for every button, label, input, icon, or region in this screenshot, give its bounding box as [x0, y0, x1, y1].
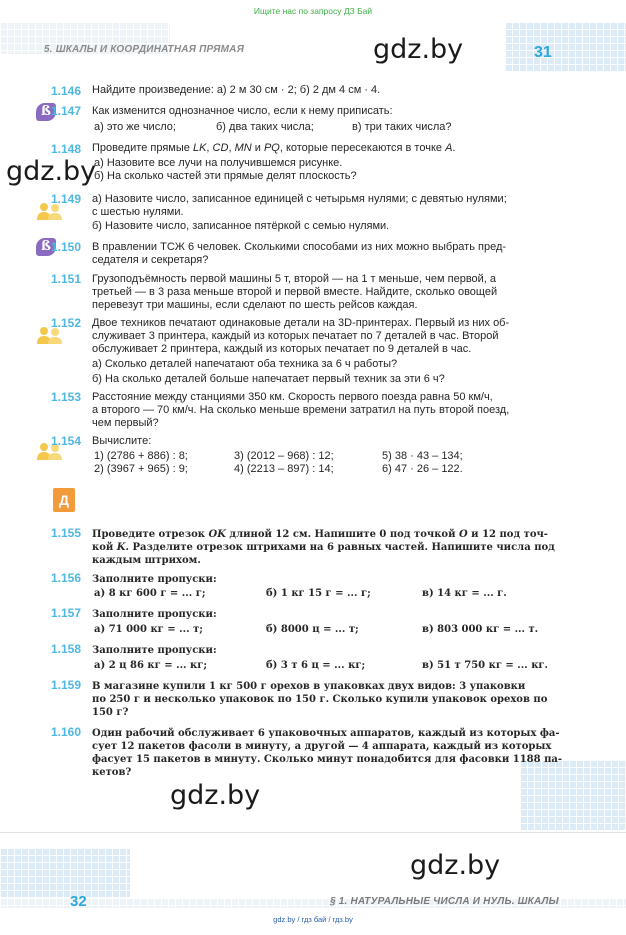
- expression: 3) (2012 – 968) : 12;: [234, 450, 334, 462]
- problem-number: 1.151: [51, 272, 82, 286]
- problem-text: чем первый?: [92, 417, 159, 429]
- problem-number: 1.149: [51, 192, 82, 206]
- problem-text: Грузоподъёмность первой машины 5 т, второй — на 1 т меньше, чем первой, а: [92, 273, 497, 285]
- problem-number: 1.154: [51, 434, 82, 448]
- problem-text: Заполните пропуски:: [92, 645, 217, 656]
- expression: в) 14 кг = ... г.: [422, 588, 507, 599]
- problem-text: а второго — 70 км/ч. На сколько меньше времени затратил на путь второй поезд,: [92, 404, 510, 416]
- in-class-badge-icon: ß: [36, 238, 56, 256]
- top-search-hint[interactable]: Ищите нас по запросу ДЗ Бай: [253, 6, 373, 16]
- corner-grid-decoration: [520, 760, 626, 830]
- problem-number: 1.159: [51, 678, 82, 692]
- page-number: 32: [70, 893, 87, 910]
- line-names: LK: [192, 142, 207, 154]
- problem-text: фасует 15 пакетов в минуту. Сколько минут понадобится для фасовки 1188 па-: [92, 754, 563, 765]
- problem-option: а) Назовите все лучи на получившемся рисунке.: [94, 157, 343, 169]
- problem-text: Как изменится однозначное число, если к нему приписать:: [92, 105, 393, 117]
- watermark: gdz.by: [373, 34, 464, 65]
- problem-number: 1.157: [51, 606, 82, 620]
- problem-text: Проведите отрезок OK длиной 12 см. Напишите 0 под точкой O и 12 под точ-: [92, 529, 548, 540]
- problem-text: Двое техников печатают одинаковые детали на 3D-принтерах. Первый из них об-: [92, 317, 510, 329]
- link[interactable]: gdz.by: [273, 915, 296, 924]
- problem-option: б) На сколько частей эти прямые делят плоскость?: [94, 170, 357, 182]
- problem-number: 1.148: [51, 142, 82, 156]
- problem-number: 1.150: [51, 240, 82, 254]
- corner-grid-decoration: [0, 848, 130, 898]
- page-number: 31: [534, 44, 552, 61]
- expression: 1) (2786 + 886) : 8;: [94, 450, 188, 462]
- problem-text: Проведите прямые LK, CD, MN и PQ, которые пересекаются в точке A.: [92, 142, 456, 154]
- in-class-badge-icon: ß: [36, 103, 56, 121]
- problem-option: б) два таких числа;: [216, 121, 314, 133]
- expression: в) 51 т 750 кг = ... кг.: [422, 660, 549, 671]
- problem-text: Один рабочий обслуживает 6 упаковочных аппаратов, каждый из которых фа-: [92, 728, 560, 739]
- chapter-footer: § 1. НАТУРАЛЬНЫЕ ЧИСЛА И НУЛЬ. ШКАЛЫ: [330, 896, 559, 907]
- expression: б) 1 кг 15 г = ... г;: [266, 588, 371, 599]
- problem-number: 1.152: [51, 316, 82, 330]
- problem-text-part: , которые пересекаются в точке: [279, 142, 446, 154]
- expression: б) 3 т 6 ц = ... кг;: [266, 660, 366, 671]
- problem-text: сует 12 пакетов фасоли в минуту, а другой — 4 аппарата, каждый из которых: [92, 741, 552, 752]
- expression: а) 71 000 кг = ... т;: [94, 624, 203, 635]
- problem-text: В магазине купили 1 кг 500 г орехов в упаковках двух видов: 3 упаковки: [92, 681, 526, 692]
- problem-text: служивает 3 принтера, каждый из которых печатает по 7 деталей в час. Второй: [92, 330, 499, 342]
- problem-text: кетов?: [92, 767, 132, 778]
- problem-text: Заполните пропуски:: [92, 609, 217, 620]
- problem-number: 1.153: [51, 390, 82, 404]
- expression: 5) 38 · 43 – 134;: [382, 450, 463, 462]
- problem-number: 1.146: [51, 84, 82, 98]
- separator: /: [297, 915, 300, 924]
- problem-text: каждым штрихом.: [92, 555, 201, 566]
- problem-option: в) три таких числа?: [352, 121, 452, 133]
- problem-text: по 250 г и несколько упаковок по 150 г. Сколько купили упаковок орехов по: [92, 694, 548, 705]
- separator: /: [328, 915, 331, 924]
- watermark: gdz.by: [410, 850, 501, 881]
- problem-option: б) На сколько деталей больше напечатает первый техник за эти 6 ч?: [92, 373, 445, 385]
- watermark: gdz.by: [170, 780, 261, 811]
- problem-text: Найдите произведение: а) 2 м 30 см · 2; б) 2 дм 4 см · 4.: [92, 84, 381, 96]
- problem-number: 1.160: [51, 725, 82, 739]
- problem-text: третьей — в 3 раза меньше второй и первой вместе. Найдите, сколько овощей: [92, 286, 498, 298]
- problem-text: кой K. Разделите отрезок штрихами на 6 равных частей. Напишите числа под: [92, 542, 555, 553]
- link[interactable]: гдз бай: [301, 915, 327, 924]
- problem-text: обслуживает 2 принтера, каждый из которых печатает по 9 деталей в час.: [92, 343, 472, 355]
- problem-text-part: Проведите прямые: [92, 142, 193, 154]
- expression: а) 2 ц 86 кг = ... кг;: [94, 660, 208, 671]
- problem-number: 1.147: [51, 104, 82, 118]
- homework-badge-icon: Д: [53, 488, 75, 512]
- problem-option: а) это же число;: [94, 121, 176, 133]
- problem-text: а) Назовите число, записанное единицей с четырьмя нулями; с девятью нулями;: [92, 193, 507, 205]
- expression: б) 8000 ц = ... т;: [266, 624, 359, 635]
- problem-text: Расстояние между станциями 350 км. Скорость первого поезда равна 50 км/ч,: [92, 391, 493, 403]
- watermark: gdz.by: [6, 156, 97, 187]
- section-header: 5. ШКАЛЫ И КООРДИНАТНАЯ ПРЯМАЯ: [44, 44, 245, 55]
- problem-number: 1.155: [51, 526, 82, 540]
- expression: 2) (3967 + 965) : 9;: [94, 463, 188, 475]
- problem-text: перевезут три машины, если сделают по шесть рейсов каждая.: [92, 299, 418, 311]
- problem-text: В правлении ТСЖ 6 человек. Сколькими способами из них можно выбрать пред-: [92, 241, 507, 253]
- expression: а) 8 кг 600 г = ... г;: [94, 588, 206, 599]
- bottom-links: [0, 915, 626, 924]
- expression: 6) 47 · 26 – 122.: [382, 463, 463, 475]
- problem-number: 1.156: [51, 571, 82, 585]
- problem-number: 1.158: [51, 642, 82, 656]
- point-name: A: [445, 142, 453, 154]
- problem-text: Заполните пропуски:: [92, 574, 217, 585]
- expression: в) 803 000 кг = ... т.: [422, 624, 539, 635]
- problem-text: 150 г?: [92, 707, 129, 718]
- corner-grid-decoration: [505, 22, 626, 72]
- problem-text: Вычислите:: [92, 435, 152, 447]
- expression: 4) (2213 – 897) : 14;: [234, 463, 334, 475]
- problem-option: а) Сколько деталей напечатают оба техника за 6 ч работы?: [92, 358, 398, 370]
- problem-text: с шестью нулями.: [92, 206, 184, 218]
- problem-text: седателя и секретаря?: [92, 254, 209, 266]
- link[interactable]: гдз.by: [332, 915, 353, 924]
- problem-text: б) Назовите число, записанное пятёркой с семью нулями.: [92, 220, 390, 232]
